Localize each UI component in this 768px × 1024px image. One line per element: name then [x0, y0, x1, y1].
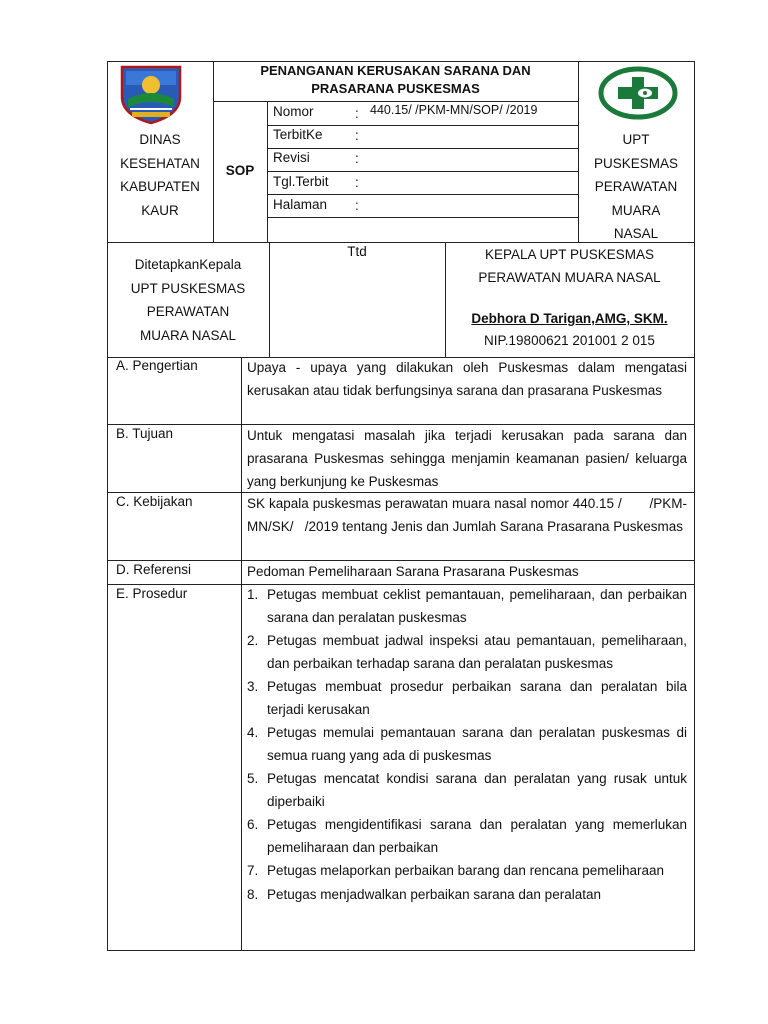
- step-text: Petugas menjadwalkan perbaikan sarana dan peralatan: [267, 886, 601, 902]
- procedure-step: [247, 814, 687, 859]
- field-sep: :: [355, 106, 359, 121]
- procedure-step: [247, 630, 687, 675]
- left-org-line: KABUPATEN: [120, 179, 200, 194]
- step-number: 6.: [247, 817, 259, 832]
- left-org-line: KAUR: [141, 202, 179, 218]
- procedure-step: [247, 884, 687, 907]
- section-label-pengertian: A. Pengertian: [116, 358, 198, 373]
- procedure-step: [247, 860, 687, 883]
- step-text: Petugas membuat ceklist pemantauan, pemeliharaan, dan perbaikan sarana dan peralatan puskesmas: [267, 587, 687, 625]
- title-line-2: PRASARANA PUSKESMAS: [311, 81, 480, 96]
- procedure-step: [247, 768, 687, 813]
- step-text: Petugas melaporkan perbaikan barang dan rencana pemeliharaan: [267, 863, 665, 878]
- step-text: Petugas mencatat kondisi sarana dan peralatan yang rusak untuk diperbaiki: [267, 771, 687, 809]
- ttd-label: Ttd: [347, 244, 367, 259]
- section-label-kebijakan: C. Kebijakan: [116, 494, 193, 509]
- title-line-1: PENANGANAN KERUSAKAN SARANA DAN: [260, 63, 531, 78]
- step-number: 5.: [247, 771, 259, 786]
- signer-nip: NIP.19800621 201001 2 015: [484, 333, 655, 348]
- puskesmas-logo-icon: [598, 66, 678, 120]
- approval-right-title: [445, 243, 694, 289]
- right-org-line: UPT: [622, 132, 650, 147]
- step-number: 1.: [247, 587, 259, 602]
- step-number: 8.: [247, 886, 259, 902]
- step-text: Petugas membuat prosedur perbaikan sarana dan peralatan bila terjadi kerusakan: [267, 679, 687, 717]
- step-text: Petugas membuat jadwal inspeksi atau pemantauan, pemeliharaan, dan perbaikan terhadap sarana dan peralatan puskesmas: [267, 633, 687, 671]
- right-org-line: MUARA: [611, 202, 661, 218]
- approval-right-line: KEPALA UPT PUSKESMAS: [484, 247, 655, 262]
- section-text-pengertian: Upaya - upaya yang dilakukan oleh Puskesmas dalam mengatasi kerusakan atau tidak berfungsinya sarana dan prasarana Puskesmas: [247, 360, 687, 398]
- approval-left-line: PERAWATAN: [146, 304, 230, 319]
- left-org-line: DINAS: [139, 132, 181, 147]
- signer-name: Debhora D Tarigan,AMG, SKM.: [471, 311, 668, 326]
- step-number: 2.: [247, 633, 259, 648]
- field-label-tgl-terbit: Tgl.Terbit: [273, 174, 329, 189]
- field-label-revisi: Revisi: [273, 150, 310, 165]
- approval-left: [107, 253, 269, 347]
- section-label-referensi: D. Referensi: [116, 562, 192, 577]
- field-sep: :: [355, 175, 359, 190]
- field-value-nomor: 440.15/ /PKM-MN/SOP/ /2019: [370, 103, 538, 117]
- left-org-name: [107, 128, 213, 222]
- procedure-step: [247, 584, 687, 629]
- procedure-list: [247, 584, 687, 907]
- field-label-halaman: Halaman: [273, 197, 328, 212]
- step-number: 4.: [247, 725, 259, 740]
- section-label-tujuan: B. Tujuan: [116, 426, 174, 441]
- section-label-prosedur: E. Prosedur: [116, 586, 188, 601]
- field-sep: :: [355, 198, 359, 213]
- section-text-referensi: Pedoman Pemeliharaan Sarana Prasarana Puskesmas: [247, 564, 579, 579]
- step-text: Petugas memulai pemantauan sarana dan peralatan puskesmas di semua ruang yang ada di puskesmas: [267, 725, 687, 763]
- document-title: [213, 62, 578, 98]
- sop-label: SOP: [225, 163, 255, 178]
- right-org-name: [578, 128, 694, 246]
- procedure-step: [247, 722, 687, 767]
- section-text-kebijakan: SK kapala puskesmas perawatan muara nasal nomor 440.15 / /PKM-MN/SK/ /2019 tentang Jenis dan Jumlah Sarana Prasarana Puskesmas: [247, 496, 687, 534]
- step-number: 7.: [247, 863, 259, 878]
- field-sep: :: [355, 151, 359, 166]
- right-org-line: PERAWATAN: [594, 179, 678, 194]
- kaur-regency-logo-icon: [118, 63, 184, 125]
- right-org-line: PUSKESMAS: [593, 155, 679, 171]
- approval-left-line: DitetapkanKepala: [134, 257, 242, 272]
- left-org-line: KESEHATAN: [120, 155, 200, 171]
- right-org-line: NASAL: [613, 226, 659, 241]
- section-text-tujuan: Untuk mengatasi masalah jika terjadi kerusakan pada sarana dan prasarana Puskesmas sehingga menjamin keamanan pasien/ keluarga yang berkunjung ke Puskesmas: [247, 428, 687, 489]
- field-label-nomor: Nomor: [273, 104, 314, 119]
- step-text: Petugas mengidentifikasi sarana dan peralatan yang memerlukan pemeliharaan dan perbaikan: [267, 817, 687, 855]
- approval-left-line: UPT PUSKESMAS: [130, 280, 246, 296]
- approval-right-line: PERAWATAN MUARA NASAL: [478, 270, 661, 285]
- procedure-step: [247, 676, 687, 721]
- step-number: 3.: [247, 679, 259, 694]
- field-label-terbitke: TerbitKe: [273, 127, 323, 142]
- approval-left-line: MUARA NASAL: [139, 327, 237, 343]
- field-sep: :: [355, 128, 359, 143]
